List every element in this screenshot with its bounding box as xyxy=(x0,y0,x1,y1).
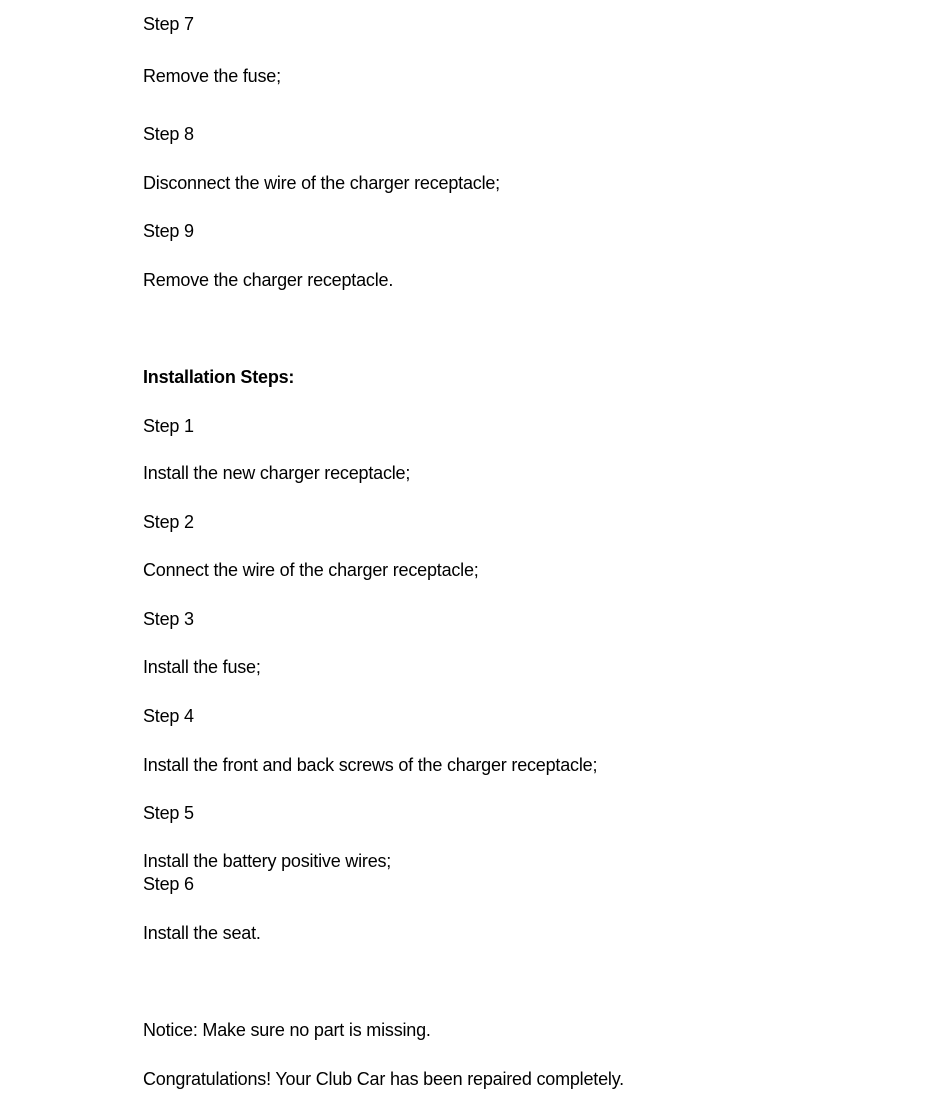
install-step-2-instruction: Connect the wire of the charger receptacle; xyxy=(143,560,479,580)
install-step-3-instruction: Install the fuse; xyxy=(143,657,261,677)
installation-heading: Installation Steps: xyxy=(143,367,295,387)
step-8-label: Step 8 xyxy=(143,124,194,144)
install-step-4-instruction: Install the front and back screws of the charger receptacle; xyxy=(143,755,598,775)
step-9-instruction: Remove the charger receptacle. xyxy=(143,270,394,290)
install-step-1-instruction: Install the new charger receptacle; xyxy=(143,463,411,483)
install-step-6-instruction: Install the seat. xyxy=(143,923,261,943)
closing-text: Congratulations! Your Club Car has been repaired completely. xyxy=(143,1069,624,1089)
step-7-instruction: Remove the fuse; xyxy=(143,66,281,86)
install-step-6-label: Step 6 xyxy=(143,874,194,894)
install-step-5-label: Step 5 xyxy=(143,803,194,823)
install-step-2-label: Step 2 xyxy=(143,512,194,532)
install-step-4-label: Step 4 xyxy=(143,706,194,726)
install-step-1-label: Step 1 xyxy=(143,416,194,436)
step-7-label: Step 7 xyxy=(143,14,194,34)
notice-text: Notice: Make sure no part is missing. xyxy=(143,1020,431,1040)
install-step-3-label: Step 3 xyxy=(143,609,194,629)
step-8-instruction: Disconnect the wire of the charger receptacle; xyxy=(143,173,500,193)
install-step-5-instruction: Install the battery positive wires; xyxy=(143,851,392,871)
step-9-label: Step 9 xyxy=(143,221,194,241)
